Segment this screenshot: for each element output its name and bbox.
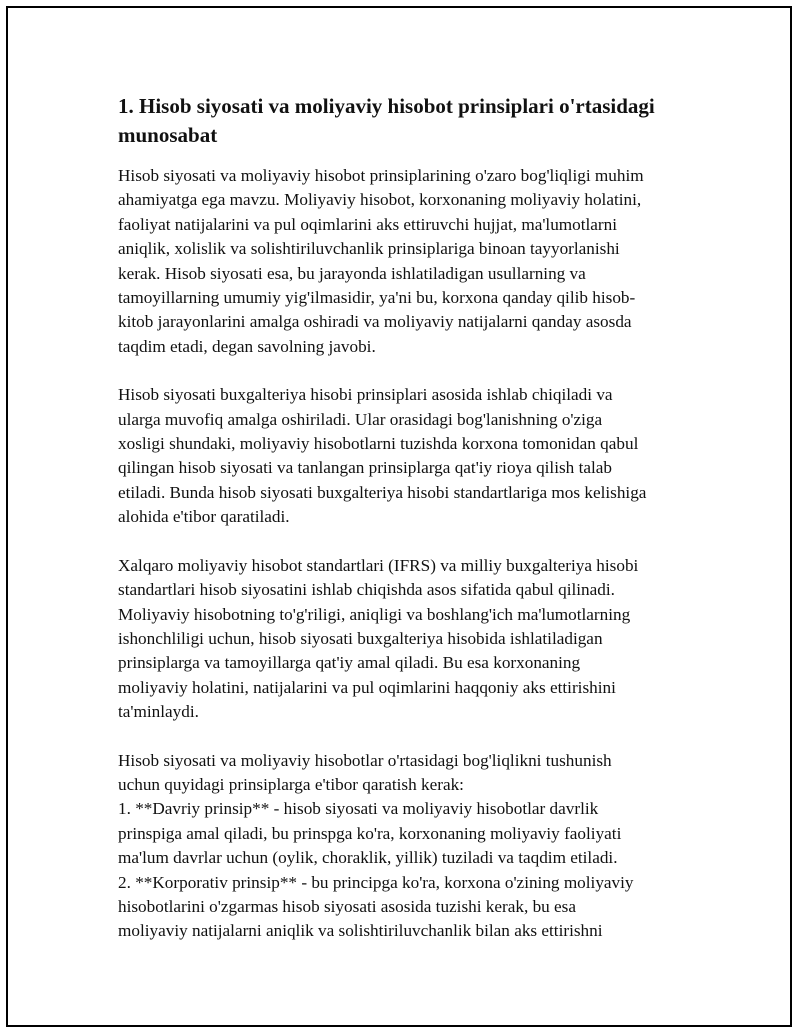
list-item-line: hisobotlarini o'zgarmas hisob siyosati asosida tuzishi kerak, bu esa: [118, 896, 577, 916]
list-item-line: moliyaviy natijalarni aniqlik va solishtiriluvchanlik bilan aks ettirishni: [118, 921, 603, 941]
text-line: kerak. Hisob siyosati esa, bu jarayonda ishlatiladigan usullarning va: [118, 263, 586, 283]
text-line: moliyaviy holatini, natijalarini va pul oqimlarini haqqoniy aks ettirishini: [118, 677, 616, 697]
title-line: 1. Hisob siyosati va moliyaviy hisobot prinsiplari o'rtasidagi: [118, 94, 655, 118]
text-line: ishonchliligi uchun, hisob siyosati buxgalteriya hisobida ishlatiladigan: [118, 628, 603, 648]
text-line: aniqlik, xolislik va solishtiriluvchanlik prinsiplariga binoan tayyorlanishi: [118, 239, 620, 259]
text-line: Hisob siyosati va moliyaviy hisobot prinsiplarining o'zaro bog'liqligi muhim: [118, 166, 644, 185]
list-item-line: prinspiga amal qiladi, bu prinspga ko'ra, korxonaning moliyaviy faoliyati: [118, 823, 622, 843]
text-line: uchun quyidagi prinsiplarga e'tibor qaratish kerak:: [118, 774, 464, 794]
title-line: munosabat: [118, 123, 218, 147]
text-line: Hisob siyosati va moliyaviy hisobotlar o'rtasidagi bog'liqlikni tushunish: [118, 750, 612, 770]
text-line: alohida e'tibor qaratiladi.: [118, 507, 290, 527]
text-line: tamoyillarning umumiy yig'ilmasidir, ya'ni bu, korxona qanday qilib hisob-: [118, 288, 636, 308]
text-line: qilingan hisob siyosati va tanlangan prinsiplarga qat'iy rioya qilish talab: [118, 458, 612, 478]
text-line: kitob jarayonlarini amalga oshiradi va moliyaviy natijalarni qanday asosda: [118, 312, 632, 332]
document-content: [118, 92, 678, 944]
list-item-line: 2. **Korporativ prinsip** - bu principga ko'ra, korxona o'zining moliyaviy: [118, 872, 634, 892]
paragraph-1: [118, 164, 678, 359]
text-line: ularga muvofiq amalga oshiriladi. Ular orasidagi bog'lanishning o'ziga: [118, 409, 603, 429]
paragraph-3: [118, 554, 678, 725]
paragraph-2: [118, 383, 678, 529]
list-item-line: ma'lum davrlar uchun (oylik, choraklik, yillik) tuziladi va taqdim etiladi.: [118, 848, 618, 868]
text-line: Moliyaviy hisobotning to'g'riligi, aniqligi va boshlang'ich ma'lumotlarning: [118, 604, 631, 624]
text-line: ahamiyatga ega mavzu. Moliyaviy hisobot, korxonaning moliyaviy holatini,: [118, 190, 642, 210]
text-line: prinsiplarga va tamoyillarga qat'iy amal qiladi. Bu esa korxonaning: [118, 653, 581, 673]
text-line: etiladi. Bunda hisob siyosati buxgalteriya hisobi standartlariga mos kelishiga: [118, 482, 647, 502]
text-line: taqdim etadi, degan savolning javobi.: [118, 336, 376, 356]
text-line: standartlari hisob siyosatini ishlab chiqishda asos sifatida qabul qilinadi.: [118, 580, 615, 600]
list-item-line: 1. **Davriy prinsip** - hisob siyosati va moliyaviy hisobotlar davrlik: [118, 799, 599, 819]
text-line: ta'minlaydi.: [118, 702, 199, 722]
text-line: faoliyat natijalarini va pul oqimlarini aks ettiruvchi hujjat, ma'lumotlarni: [118, 214, 618, 234]
section-title: [118, 92, 678, 150]
document-page: [6, 6, 792, 1027]
text-line: Xalqaro moliyaviy hisobot standartlari (IFRS) va milliy buxgalteriya hisobi: [118, 555, 639, 575]
paragraph-4: [118, 749, 678, 944]
text-line: xosligi shundaki, moliyaviy hisobotlarni tuzishda korxona tomonidan qabul: [118, 434, 639, 454]
text-line: Hisob siyosati buxgalteriya hisobi prinsiplari asosida ishlab chiqiladi va: [118, 385, 613, 405]
